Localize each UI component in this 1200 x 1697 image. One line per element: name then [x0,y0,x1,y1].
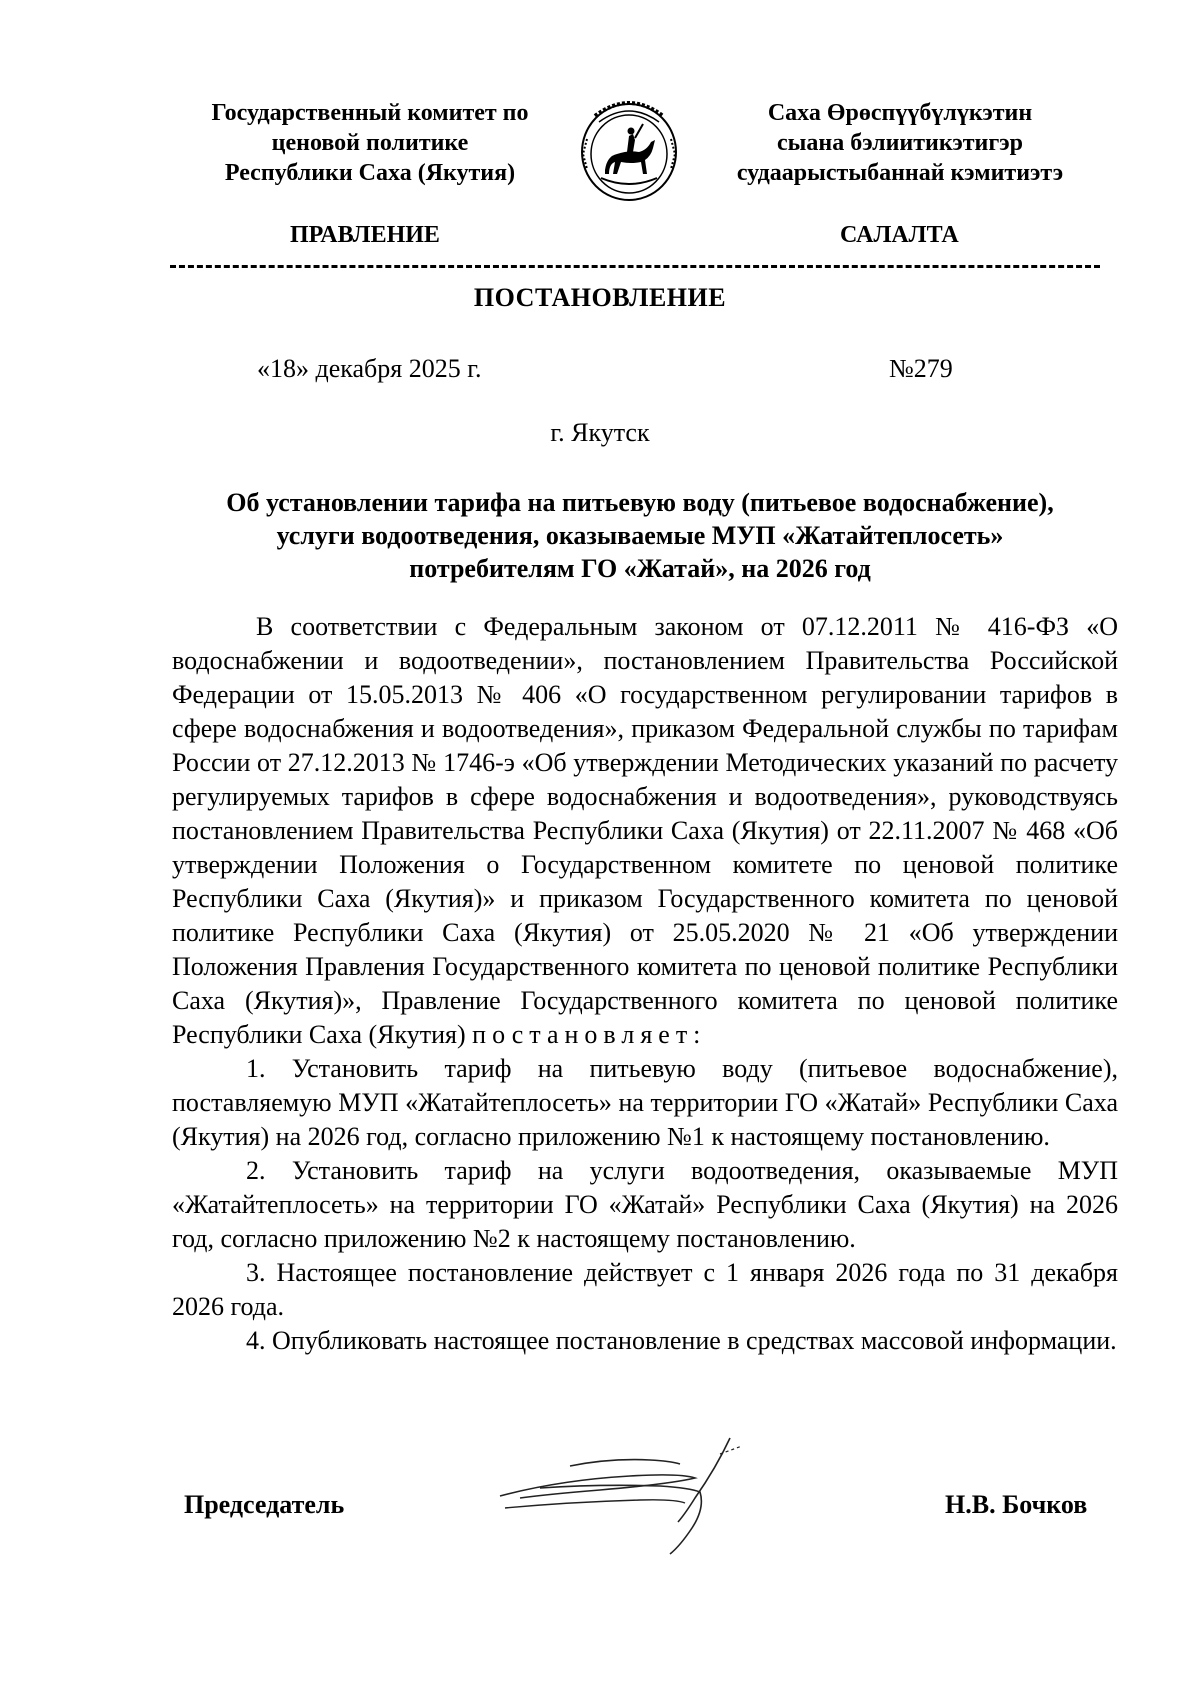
document-date: «18» декабря 2025 г. [257,354,482,383]
issuer-line: судаарыстыбаннай кэмитиэтэ [736,160,1064,186]
title-line: Об установлении тарифа на питьевую воду (питьевое водоснабжение), [226,488,1054,517]
issuer-name-sakha [700,98,1100,188]
resolution-item: 4. Опубликовать настоящее постановление в средствах массовой информации. [246,1326,1117,1355]
document-title [160,486,1120,585]
resolution-item: 3. Настоящее постановление действует с 1 января 2026 года по 31 декабря 2026 года. [172,1258,1118,1321]
handwritten-signature [480,1418,780,1558]
preamble-paragraph [172,610,1118,1052]
issuer-line: Государственный комитет по [211,100,529,126]
issuer-line: Саха Өрөспүүбүлүкэтин [767,100,1033,126]
issuer-line: сыана бэлиитикэтигэр [776,130,1023,156]
document-body [172,610,1118,1358]
signer-role: Председатель [184,1490,345,1519]
resolution-item: 2. Установить тариф на услуги водоотведения, оказываемые МУП «Жатайтеплосеть» на территории ГО «Жатай» Республики Саха (Якутия) на 2026 год, согласно приложению №2 к настоящему постановлению. [172,1156,1118,1253]
sakha-republic-emblem-icon [577,94,681,204]
resolution-item: 1. Установить тариф на питьевую воду (питьевое водоснабжение), поставляемую МУП «Жатайтеплосеть» на территории ГО «Жатай» Республики Саха (Якутия) на 2026 год, согласно приложению №1 к настоящему постановлению. [172,1054,1118,1151]
document-type: ПОСТАНОВЛЕНИЕ [473,283,727,312]
document-city: г. Якутск [550,418,650,447]
signer-name: Н.В. Бочков [945,1490,1088,1519]
preamble-text: В соответствии с Федеральным законом от 07.12.2011 № 416-ФЗ «О водоснабжении и водоотведении», постановлением Правительства Российской Федерации от 15.05.2013 № 406 «О государственном регулировании тарифов в сфере водоснабжения и водоотведения», приказом Федеральной службы по тарифам России от 27.12.2013 № 1746-э «Об утверждении Методических указаний по расчету регулируемых тарифов в сфере водоснабжения и водоотведения», руководствуясь постановлением Правительства Республики Саха (Якутия) от 22.11.2007 № 468 «Об утверждении Положения о Государственном комитете по ценовой политике Республики Саха (Якутия)» и приказом Государственного комитета по ценовой политике Республики Саха (Якутия) от 25.05.2020 № 21 «Об утверждении Положения Правления Государственного комитета по ценовой политике Республики Саха (Якутия)», Правление Государственного комитета по ценовой политике Республики Саха (Якутия) [172,612,1118,1049]
document-number: №279 [889,354,953,383]
section-label-russian: ПРАВЛЕНИЕ [290,222,440,248]
divider [170,265,1100,268]
issuer-line: ценовой политике [271,130,469,156]
issuer-line: Республики Саха (Якутия) [224,160,516,186]
title-line: услуги водоотведения, оказываемые МУП «Жатайтеплосеть» [276,521,1004,550]
section-label-sakha: САЛАЛТА [840,222,959,248]
resolves-word: постановляет: [472,1020,707,1049]
title-line: потребителям ГО «Жатай», на 2026 год [409,554,871,583]
issuer-name-russian [170,98,570,188]
